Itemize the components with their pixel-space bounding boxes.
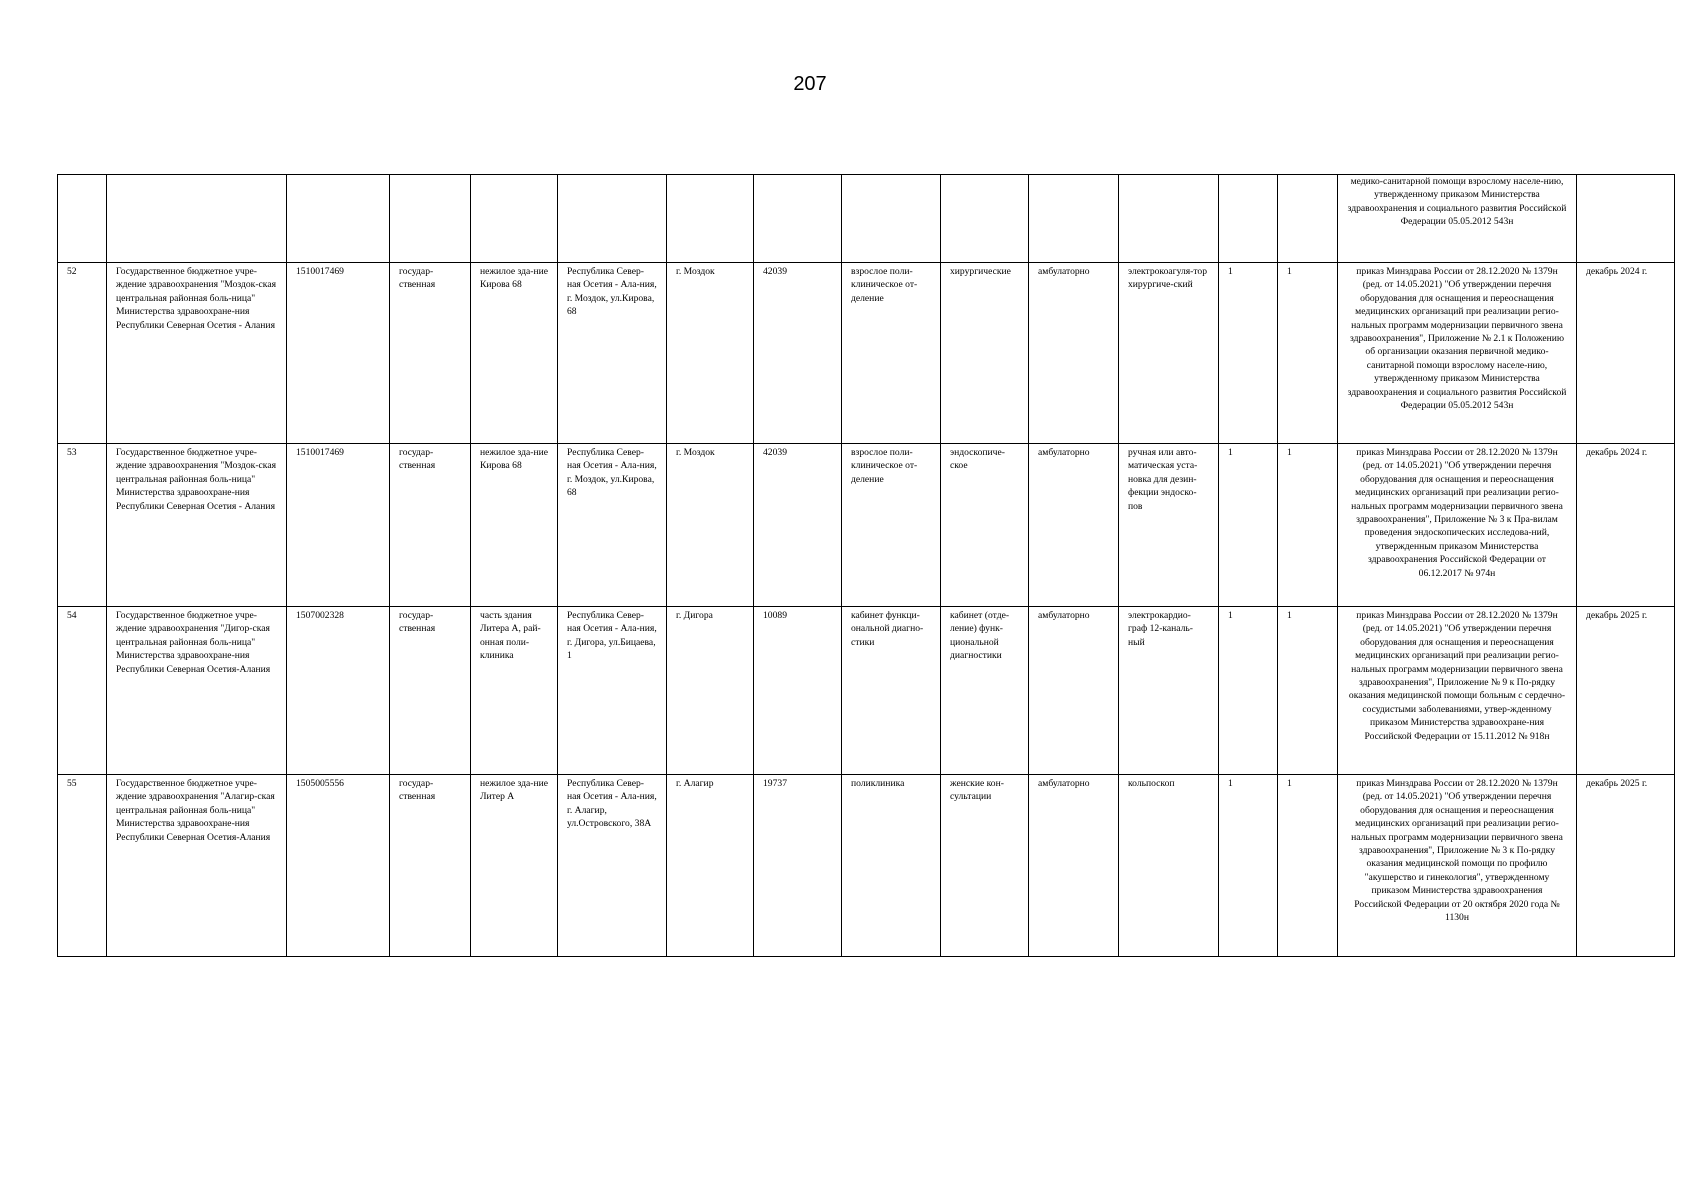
table-row [58, 775, 1675, 957]
cell-num: 53 [58, 444, 107, 607]
cell-ownership: государ-ственная [390, 444, 471, 607]
cell-care: амбулаторно [1029, 263, 1119, 444]
cell-equipment: электрокоагуля-тор хирургиче-ский [1119, 263, 1219, 444]
cell-equipment: кольпоскоп [1119, 775, 1219, 957]
cell-care: амбулаторно [1029, 607, 1119, 775]
table-row [58, 444, 1675, 607]
continuation-row [58, 175, 1675, 263]
cell-legal: приказ Минздрава России от 28.12.2020 № 1379н (ред. от 14.05.2021) "Об утверждении перечня оборудования для оснащения и переоснащения медицинских организаций при реализации регио-нальных программ модернизации первичного звена здравоохранения", Приложение № 3 к По-рядку оказания медицинской помощи по профилю "акушерство и гинекология", утвержденному приказом Министерства здравоохранения Российской Федерации от 20 октября 2020 года № 1130н [1338, 775, 1577, 957]
cell-profile: женские кон-сультации [941, 775, 1029, 957]
cell-legal: приказ Минздрава России от 28.12.2020 № 1379н (ред. от 14.05.2021) "Об утверждении перечня оборудования для оснащения и переоснащения медицинских организаций при реализации регио-нальных программ модернизации первичного звена здравоохранения", Приложение № 2.1 к Положению об организации оказания первичной медико-санитарной помощи взрослому населе-нию, утвержденному приказом Министерства здравоохранения и социального развития Российской Федерации 05.05.2012 543н [1338, 263, 1577, 444]
cell-date [1577, 175, 1675, 263]
cell-population [754, 175, 842, 263]
cell-legal: приказ Минздрава России от 28.12.2020 № 1379н (ред. от 14.05.2021) "Об утверждении перечня оборудования для оснащения и переоснащения медицинских организаций при реализации регио-нальных программ модернизации первичного звена здравоохранения", Приложение № 3 к Пра-вилам проведения эндоскопических исследова-ний, утвержденным приказом Министерства здравоохранения Российской Федерации от 06.12.2017 № 974н [1338, 444, 1577, 607]
cell-care: амбулаторно [1029, 775, 1119, 957]
cell-qty1: 1 [1219, 775, 1278, 957]
cell-num: 54 [58, 607, 107, 775]
cell-division: взрослое поли-клиническое от-деление [842, 263, 941, 444]
cell-city: г. Моздок [667, 263, 754, 444]
cell-inn: 1510017469 [287, 263, 390, 444]
cell-num: 52 [58, 263, 107, 444]
cell-date: декабрь 2024 г. [1577, 444, 1675, 607]
cell-profile: хирургические [941, 263, 1029, 444]
cell-population: 42039 [754, 263, 842, 444]
cell-building: часть здания Литера А, рай-онная поли-клиника [471, 607, 558, 775]
cell-qty2: 1 [1278, 775, 1338, 957]
cell-qty1: 1 [1219, 607, 1278, 775]
cell-qty2: 1 [1278, 263, 1338, 444]
cell-division: кабинет функци-ональной диагно-стики [842, 607, 941, 775]
cell-city: г. Алагир [667, 775, 754, 957]
cell-population: 10089 [754, 607, 842, 775]
cell-address: Республика Север-ная Осетия - Ала-ния, г. Моздок, ул.Кирова, 68 [558, 444, 667, 607]
equipment-table [57, 174, 1675, 957]
cell-qty1: 1 [1219, 444, 1278, 607]
cell-ownership: государ-ственная [390, 607, 471, 775]
cell-city: г. Дигора [667, 607, 754, 775]
cell-profile: кабинет (отде-ление) функ-циональной диагностики [941, 607, 1029, 775]
cell-org: Государственное бюджетное учре-ждение здравоохранения "Моздок-ская центральная районная боль-ница" Министерства здравоохране-ния Республики Северная Осетия - Алания [107, 263, 287, 444]
cell-inn: 1505005556 [287, 775, 390, 957]
cell-inn: 1510017469 [287, 444, 390, 607]
cell-care [1029, 175, 1119, 263]
cell-org: Государственное бюджетное учре-ждение здравоохранения "Моздок-ская центральная районная боль-ница" Министерства здравоохране-ния Республики Северная Осетия - Алания [107, 444, 287, 607]
continuation-legal-text: медико-санитарной помощи взрослому населе-нию, утвержденному приказом Министерства здравоохранения и социального развития Российской Федерации 05.05.2012 543н [1347, 176, 1567, 228]
cell-qty2: 1 [1278, 444, 1338, 607]
table-row [58, 607, 1675, 775]
cell-org [107, 175, 287, 263]
cell-ownership: государ-ственная [390, 263, 471, 444]
cell-date: декабрь 2025 г. [1577, 775, 1675, 957]
cell-equipment: ручная или авто-матическая уста-новка для дезин-фекции эндоско-пов [1119, 444, 1219, 607]
cell-org: Государственное бюджетное учре-ждение здравоохранения "Дигор-ская центральная районная боль-ница" Министерства здравоохране-ния Республики Северная Осетия-Алания [107, 607, 287, 775]
cell-legal [1338, 175, 1577, 263]
cell-building [471, 175, 558, 263]
cell-inn [287, 175, 390, 263]
cell-date: декабрь 2025 г. [1577, 607, 1675, 775]
cell-qty1 [1219, 175, 1278, 263]
page-number: 207 [793, 73, 827, 95]
cell-profile: эндоскопиче-ское [941, 444, 1029, 607]
cell-address [558, 175, 667, 263]
cell-address: Республика Север-ная Осетия - Ала-ния, г. Дигора, ул.Бицаева, 1 [558, 607, 667, 775]
cell-ownership [390, 175, 471, 263]
cell-division [842, 175, 941, 263]
cell-date: декабрь 2024 г. [1577, 263, 1675, 444]
cell-qty2 [1278, 175, 1338, 263]
cell-division: взрослое поли-клиническое от-деление [842, 444, 941, 607]
cell-profile [941, 175, 1029, 263]
cell-org: Государственное бюджетное учре-ждение здравоохранения "Алагир-ская центральная районная боль-ница" Министерства здравоохране-ния Республики Северная Осетия-Алания [107, 775, 287, 957]
cell-legal: приказ Минздрава России от 28.12.2020 № 1379н (ред. от 14.05.2021) "Об утверждении перечня оборудования для оснащения и переоснащения медицинских организаций при реализации регио-нальных программ модернизации первичного звена здравоохранения", Приложение № 9 к По-рядку оказания медицинской помощи больным с сердечно-сосудистыми заболеваниями, утвер-жденному приказом Министерства здравоохране-ния Российской Федерации от 15.11.2012 № 918н [1338, 607, 1577, 775]
cell-equipment: электрокардио-граф 12-каналь-ный [1119, 607, 1219, 775]
cell-building: нежилое зда-ние Кирова 68 [471, 263, 558, 444]
cell-equipment [1119, 175, 1219, 263]
cell-building: нежилое зда-ние Литер А [471, 775, 558, 957]
cell-building: нежилое зда-ние Кирова 68 [471, 444, 558, 607]
cell-qty2: 1 [1278, 607, 1338, 775]
table-row [58, 263, 1675, 444]
cell-address: Республика Север-ная Осетия - Ала-ния, г. Моздок, ул.Кирова, 68 [558, 263, 667, 444]
cell-division: поликлиника [842, 775, 941, 957]
cell-num [58, 175, 107, 263]
cell-ownership: государ-ственная [390, 775, 471, 957]
cell-population: 19737 [754, 775, 842, 957]
cell-city: г. Моздок [667, 444, 754, 607]
cell-num: 55 [58, 775, 107, 957]
cell-inn: 1507002328 [287, 607, 390, 775]
cell-city [667, 175, 754, 263]
cell-address: Республика Север-ная Осетия - Ала-ния, г. Алагир, ул.Островского, 38А [558, 775, 667, 957]
cell-population: 42039 [754, 444, 842, 607]
cell-qty1: 1 [1219, 263, 1278, 444]
cell-care: амбулаторно [1029, 444, 1119, 607]
